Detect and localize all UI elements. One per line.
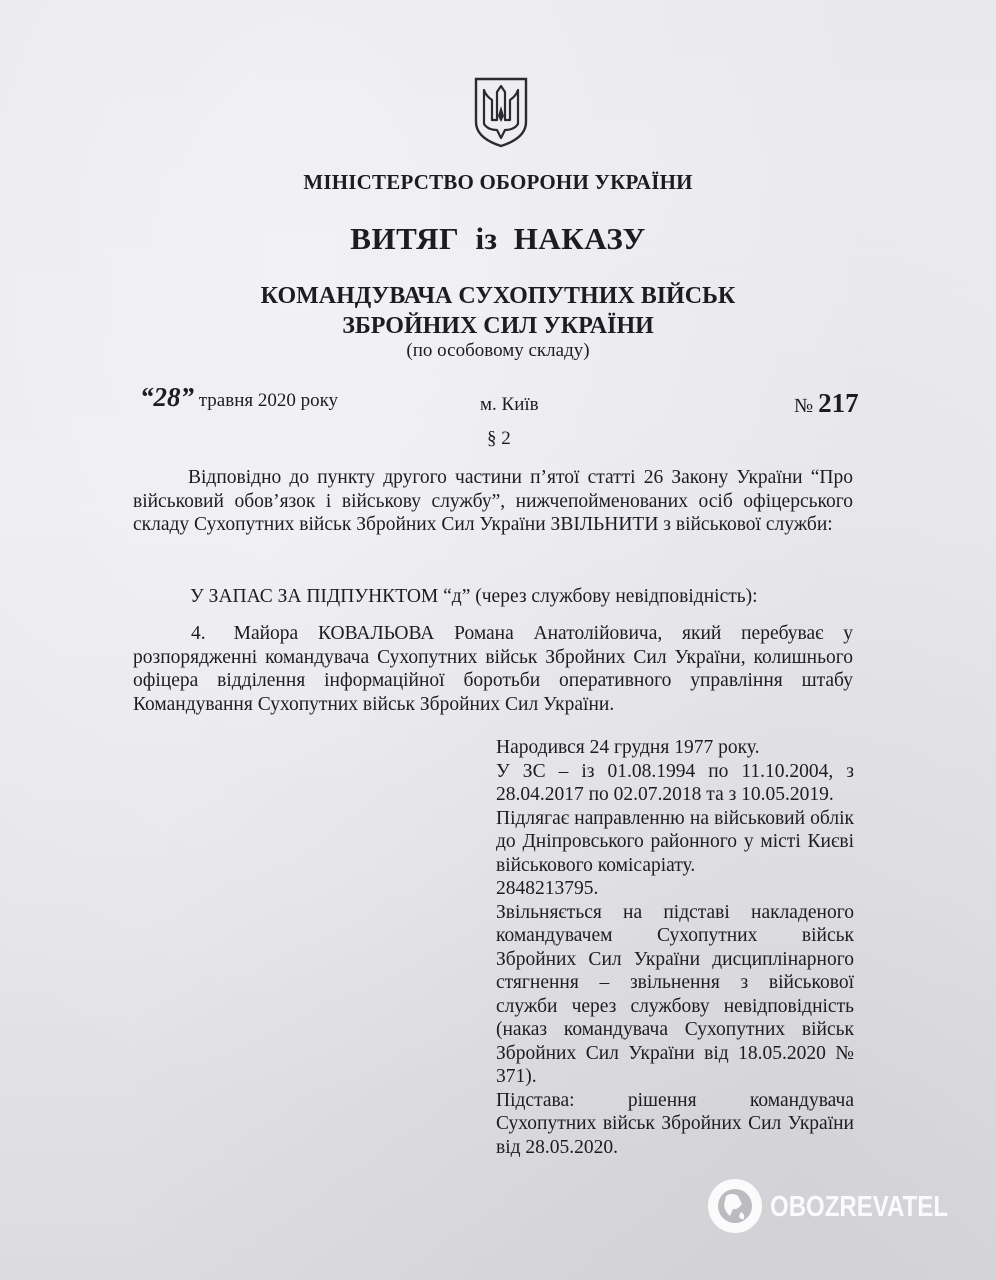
reserve-heading: У ЗАПАС ЗА ПІДПУНКТОМ “д” (через службову невідповідність): bbox=[190, 586, 758, 607]
detail-registration: Підлягає направленню на військовий облік до Дніпровського районного у місті Києві військового комісаріату. bbox=[496, 807, 854, 876]
section-mark: § 2 bbox=[487, 428, 511, 449]
item-rank: Майора bbox=[233, 623, 299, 644]
detail-born: Народився 24 грудня 1977 року. bbox=[496, 737, 760, 758]
detail-id-number: 2848213795. bbox=[496, 878, 599, 899]
document-title: ВИТЯГ із НАКАЗУ bbox=[350, 221, 646, 256]
issuer-heading bbox=[0, 281, 996, 341]
trident-emblem-icon bbox=[472, 76, 530, 148]
issuer-line-2: ЗБРОЙНИХ СИЛ УКРАЇНИ bbox=[342, 313, 654, 339]
watermark-text: OBOZREVATEL bbox=[770, 1191, 948, 1223]
personnel-details bbox=[496, 736, 854, 1159]
detail-grounds: Звільняється на підставі накладеного командувачем Сухопутних військ Збройних Сил України дисциплінарного стягнення – звільнення з військової служби через службову невідповідність (наказ командувача Сухопутних військ Збройних Сил України від 18.05.2020 № 371). bbox=[496, 901, 854, 1087]
item-number: 4. bbox=[191, 623, 206, 644]
intro-paragraph: Відповідно до пункту другого частини п’ятої статті 26 Закону України “Про військовий обов’язок і військову службу”, нижчепойменованих осіб офіцерського складу Сухопутних військ Збройних Сил України ЗВІЛЬНИТИ з військової служби: bbox=[133, 467, 853, 535]
issuer-line-1: КОМАНДУВАЧА СУХОПУТНИХ ВІЙСЬК bbox=[260, 283, 736, 309]
personnel-item bbox=[133, 622, 853, 716]
order-day: 28 bbox=[153, 382, 181, 412]
order-city: м. Київ bbox=[480, 394, 539, 415]
document-subtitle: (по особовому складу) bbox=[406, 340, 590, 361]
obozrevatel-watermark bbox=[706, 1176, 951, 1238]
detail-basis: Підстава: рішення командувача Сухопутних військ Збройних Сил України від 28.05.2020. bbox=[496, 1089, 854, 1158]
order-number-value: 217 bbox=[818, 388, 859, 418]
globe-icon bbox=[708, 1179, 762, 1233]
item-name: КОВАЛЬОВА Романа Анатолійовича bbox=[317, 623, 658, 644]
ministry-heading: МІНІСТЕРСТВО ОБОРОНИ УКРАЇНИ bbox=[303, 170, 693, 194]
order-date: “28” травня 2020 року bbox=[140, 382, 339, 412]
order-number bbox=[794, 388, 859, 419]
detail-service: У ЗС – із 01.08.1994 по 11.10.2004, з 28.04.2017 по 02.07.2018 та з 10.05.2019. bbox=[496, 760, 854, 805]
order-number-prefix: № bbox=[794, 395, 814, 417]
order-month-year: травня 2020 року bbox=[198, 390, 339, 411]
item-description: , який перебуває у розпорядженні командувача Сухопутних військ Збройних Сил України, колишнього офіцера відділення інформаційної боротьби оперативного управління штабу Командування Сухопутних військ Збройних Сил України. bbox=[133, 623, 854, 715]
